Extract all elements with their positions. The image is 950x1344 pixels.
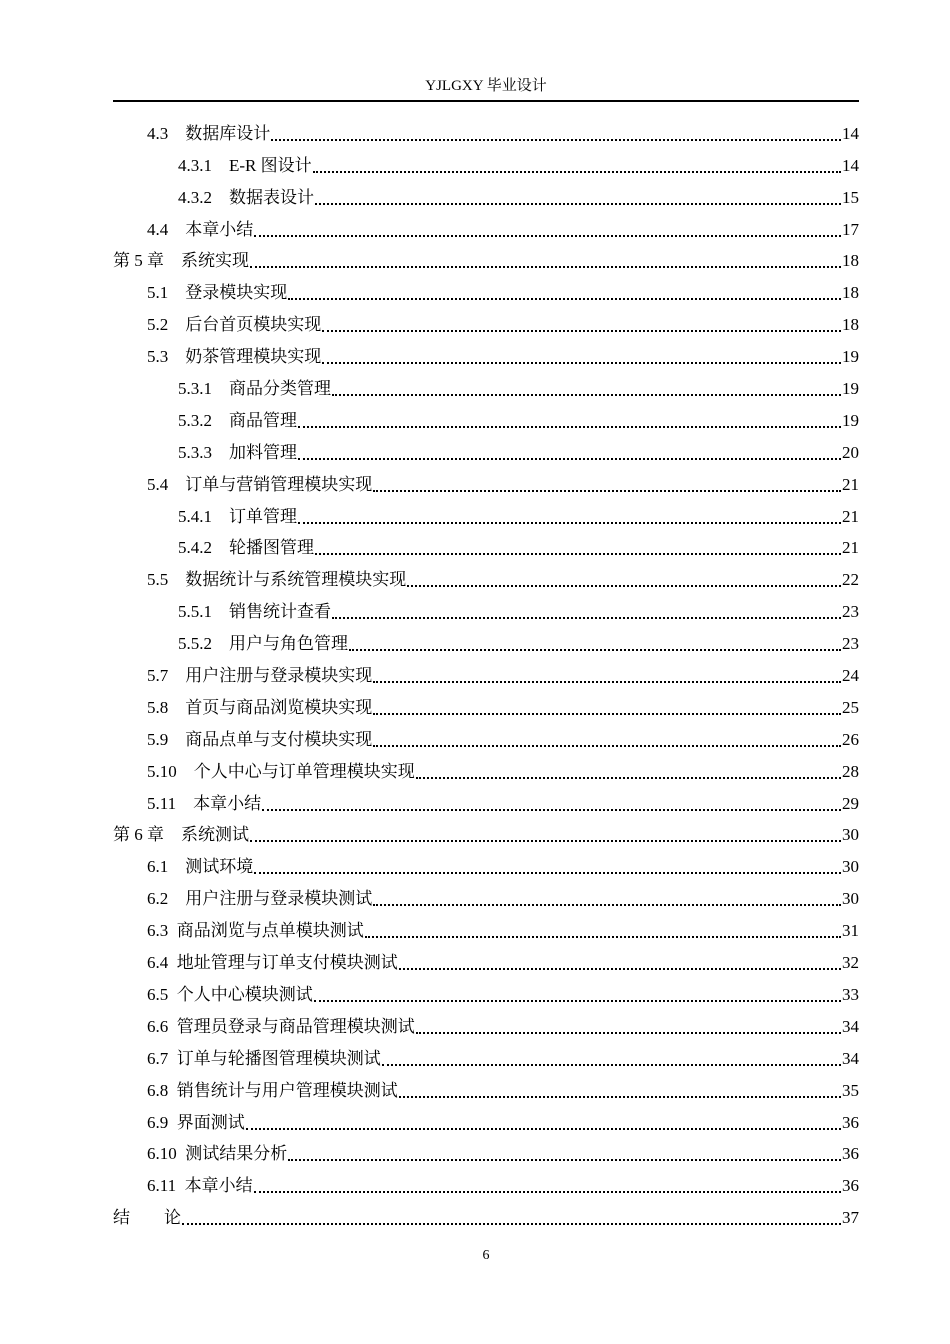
toc-dot-leader [373,661,841,683]
toc-dot-leader [373,884,841,906]
toc-dot-leader [298,406,841,428]
toc-entry-title: 订单与轮播图管理模块测试 [176,1048,381,1068]
toc-dot-leader [314,980,841,1002]
toc-entry-spacer [168,1113,177,1133]
toc-entry-page: 19 [842,379,859,399]
toc-entry-spacer [212,156,229,176]
toc-entry-title: 论 [164,1208,181,1228]
toc-entry-page: 26 [842,729,859,749]
toc-entry-page: 31 [842,921,859,941]
toc-entry-label [147,342,321,371]
toc-entry-title: E-R 图设计 [229,155,312,175]
toc-entry-number: 4.4 [147,219,169,239]
toc-entry-page: 36 [842,1176,859,1196]
toc-entry-title: 销售统计与用户管理模块测试 [176,1080,398,1100]
toc-entry-spacer [212,634,229,654]
toc-entry-label [147,1108,245,1137]
toc-entry-page: 28 [842,761,859,781]
toc-entry-spacer [168,570,185,590]
toc-entry-title: 商品分类管理 [229,379,331,399]
toc-entry[interactable] [113,116,859,148]
toc-entry-label [147,916,364,945]
toc-entry-label [178,502,297,531]
toc-entry-label [147,1139,287,1168]
toc-entry-label [113,246,249,275]
toc-entry[interactable] [113,339,859,371]
toc-entry-title: 加料管理 [229,442,297,462]
toc-entry[interactable] [113,212,859,244]
toc-entry-title: 奶茶管理模块实现 [185,347,322,367]
toc-entry-label [147,980,313,1009]
toc-entry-label [178,597,331,626]
toc-entry-page: 29 [842,793,859,813]
toc-entry-title: 界面测试 [176,1112,245,1132]
toc-entry-label [147,884,372,913]
toc-entry-label [113,1203,181,1232]
toc-entry-number: 第 5 章 [113,251,164,271]
toc-entry[interactable] [113,1105,859,1137]
table-of-contents [113,116,859,1232]
toc-entry-title: 测试环境 [185,857,254,877]
toc-entry-number: 6.3 [147,921,169,941]
toc-entry[interactable] [113,1073,859,1105]
toc-dot-leader [322,310,841,332]
toc-dot-leader [365,916,841,938]
toc-dot-leader [246,1108,841,1130]
toc-entry-number: 6.7 [147,1048,169,1068]
toc-entry[interactable] [113,977,859,1009]
toc-entry-number: 第 6 章 [113,825,164,845]
toc-entry[interactable] [113,658,859,690]
toc-entry-page: 30 [842,825,859,845]
toc-entry-spacer [212,411,229,431]
toc-entry-page: 21 [842,538,859,558]
toc-entry-page: 18 [842,251,859,271]
toc-entry-number: 5.5 [147,570,169,590]
toc-entry-spacer [212,507,229,527]
toc-entry-number: 5.3.3 [178,442,212,462]
toc-entry[interactable] [113,1168,859,1200]
toc-entry-title: 轮播图管理 [229,538,314,558]
toc-entry[interactable] [113,818,859,850]
toc-entry-spacer [168,315,185,335]
toc-entry-spacer [168,475,185,495]
toc-entry-page: 36 [842,1144,859,1164]
toc-entry-spacer [168,347,185,367]
toc-entry-spacer [168,921,177,941]
toc-entry-title: 用户与角色管理 [229,634,348,654]
toc-entry[interactable] [113,722,859,754]
toc-dot-leader [254,1171,841,1193]
toc-entry[interactable] [113,499,859,531]
toc-entry-title: 首页与商品浏览模块实现 [185,697,373,717]
toc-dot-leader [416,1012,841,1034]
toc-entry-spacer [212,538,229,558]
toc-entry[interactable] [113,467,859,499]
toc-entry-label [147,948,398,977]
toc-entry-spacer [212,379,229,399]
toc-entry[interactable] [113,1041,859,1073]
toc-dot-leader [288,1139,841,1161]
toc-entry-page: 34 [842,1016,859,1036]
toc-entry-title: 销售统计查看 [229,602,331,622]
toc-entry-label [147,725,372,754]
toc-entry-spacer [212,188,229,208]
toc-entry[interactable] [113,307,859,339]
toc-entry[interactable] [113,562,859,594]
toc-entry[interactable] [113,594,859,626]
toc-entry-label [178,438,297,467]
toc-entry-spacer [164,825,181,845]
toc-entry-label [147,1044,381,1073]
toc-dot-leader [332,374,841,396]
toc-entry-title: 个人中心与订单管理模块实现 [193,761,415,781]
toc-entry-label [178,406,297,435]
toc-entry-number: 6.5 [147,984,169,1004]
toc-entry-number: 5.10 [147,761,177,781]
toc-entry-label [147,119,270,148]
toc-dot-leader [399,948,841,970]
toc-entry-title: 用户注册与登录模块测试 [185,889,373,909]
toc-entry[interactable] [113,1009,859,1041]
toc-entry-number: 5.8 [147,697,169,717]
toc-entry-label [147,661,372,690]
toc-entry-page: 35 [842,1080,859,1100]
toc-entry-page: 18 [842,283,859,303]
toc-entry-spacer [168,698,185,718]
toc-entry-page: 33 [842,984,859,1004]
toc-dot-leader [254,215,841,237]
toc-entry[interactable] [113,626,859,658]
toc-entry[interactable] [113,690,859,722]
toc-entry[interactable] [113,531,859,563]
toc-dot-leader [288,278,841,300]
toc-entry-title: 本章小结 [184,1176,253,1196]
toc-entry-label [147,757,415,786]
toc-entry-label [147,215,253,244]
toc-entry-page: 37 [842,1208,859,1228]
toc-entry-title: 地址管理与订单支付模块测试 [176,953,398,973]
toc-entry-number: 5.5.1 [178,602,212,622]
toc-entry-number: 5.3 [147,347,169,367]
toc-entry-label [147,693,372,722]
toc-entry-page: 24 [842,666,859,686]
toc-entry-page: 34 [842,1048,859,1068]
toc-entry-title: 商品管理 [229,410,297,430]
toc-entry-number: 6.9 [147,1112,169,1132]
toc-entry-page: 22 [842,570,859,590]
toc-entry-page: 21 [842,474,859,494]
toc-entry[interactable] [113,913,859,945]
toc-entry-page: 14 [842,155,859,175]
toc-entry-number: 5.3.2 [178,410,212,430]
toc-entry-title: 系统实现 [181,251,249,271]
toc-entry-title: 本章小结 [193,793,262,813]
toc-entry-number: 6.11 [147,1176,177,1196]
toc-entry[interactable] [113,786,859,818]
toc-entry[interactable] [113,435,859,467]
toc-dot-leader [373,693,841,715]
toc-entry-page: 19 [842,347,859,367]
toc-entry-page: 30 [842,857,859,877]
toc-entry-number: 6.2 [147,889,169,909]
toc-entry-label [147,1171,253,1200]
toc-entry-number: 6.1 [147,857,169,877]
toc-entry-title: 订单管理 [229,506,297,526]
toc-entry-spacer [168,889,185,909]
toc-entry-label [178,151,312,180]
toc-entry-title: 个人中心模块测试 [176,984,313,1004]
toc-entry-spacer [212,443,229,463]
toc-dot-leader [416,757,841,779]
toc-entry-spacer [168,953,177,973]
toc-dot-leader [250,820,841,842]
toc-entry[interactable] [113,849,859,881]
toc-dot-leader [271,119,841,141]
toc-entry-page: 20 [842,442,859,462]
toc-entry-title: 商品浏览与点单模块测试 [176,921,364,941]
toc-entry-spacer [168,666,185,686]
toc-entry-number: 6.8 [147,1080,169,1100]
toc-entry-number: 6.4 [147,953,169,973]
toc-entry-spacer [168,1081,177,1101]
toc-entry-title: 本章小结 [185,219,254,239]
toc-entry-label [178,629,348,658]
toc-entry-page: 23 [842,602,859,622]
toc-entry-label [147,789,261,818]
toc-dot-leader [373,470,841,492]
toc-dot-leader [407,565,841,587]
toc-entry-number: 5.5.2 [178,634,212,654]
toc-entry[interactable] [113,371,859,403]
toc-entry-spacer [177,762,194,782]
toc-entry-title: 系统测试 [181,825,249,845]
toc-entry-number: 5.1 [147,283,169,303]
toc-entry-label [147,278,287,307]
toc-entry-number: 4.3.2 [178,187,212,207]
toc-dot-leader [332,597,841,619]
toc-entry-number: 5.4.1 [178,506,212,526]
page-header: YJLGXY 毕业设计 [425,78,547,94]
toc-entry-page: 19 [842,410,859,430]
toc-dot-leader [313,151,841,173]
toc-entry-page: 23 [842,634,859,654]
toc-entry-page: 21 [842,506,859,526]
toc-entry-number: 4.3 [147,123,169,143]
toc-entry-label [178,183,314,212]
toc-dot-leader [382,1044,841,1066]
toc-entry-spacer [168,220,185,240]
toc-entry-spacer [176,1176,185,1196]
toc-entry-label [147,1076,398,1105]
toc-entry-label [147,1012,415,1041]
toc-entry-title: 管理员登录与商品管理模块测试 [176,1016,415,1036]
toc-entry-page: 36 [842,1112,859,1132]
toc-entry[interactable] [113,881,859,913]
toc-entry-page: 32 [842,953,859,973]
toc-entry-title: 用户注册与登录模块实现 [185,666,373,686]
toc-entry-title: 数据表设计 [229,187,314,207]
toc-entry-spacer [168,1049,177,1069]
toc-entry-title: 后台首页模块实现 [185,315,322,335]
toc-entry-spacer [168,124,185,144]
toc-entry-page: 30 [842,889,859,909]
toc-entry-page: 15 [842,187,859,207]
toc-entry-spacer [168,283,185,303]
toc-entry-number: 5.3.1 [178,379,212,399]
toc-entry[interactable] [113,1200,859,1232]
toc-entry[interactable] [113,1137,859,1169]
toc-dot-leader [399,1076,841,1098]
toc-dot-leader [298,502,841,524]
toc-entry-title: 订单与营销管理模块实现 [185,474,373,494]
toc-entry-page: 17 [842,219,859,239]
toc-entry-label [178,374,331,403]
toc-dot-leader [349,629,841,651]
page-number: 6 [482,1248,490,1263]
toc-entry-title: 测试结果分析 [185,1144,288,1164]
toc-entry-number: 5.11 [147,793,177,813]
toc-dot-leader [250,246,841,268]
toc-entry-number: 6.6 [147,1016,169,1036]
toc-entry[interactable] [113,945,859,977]
toc-entry-spacer [212,602,229,622]
toc-entry-spacer [168,1017,177,1037]
toc-entry[interactable] [113,754,859,786]
toc-entry-spacer [130,1208,164,1228]
toc-entry-number: 5.4.2 [178,538,212,558]
toc-entry-page: 14 [842,123,859,143]
toc-entry-label [147,565,406,594]
toc-entry-number: 5.9 [147,729,169,749]
toc-entry-spacer [168,985,177,1005]
toc-dot-leader [254,852,841,874]
toc-entry-label [147,310,321,339]
toc-entry-title: 商品点单与支付模块实现 [185,729,373,749]
toc-entry-spacer [168,730,185,750]
toc-entry-spacer [164,251,181,271]
toc-dot-leader [322,342,841,364]
toc-entry[interactable] [113,180,859,212]
toc-entry-number: 6.10 [147,1144,177,1164]
toc-entry-label [147,470,372,499]
toc-dot-leader [182,1203,841,1225]
toc-entry[interactable] [113,403,859,435]
toc-entry-label [147,852,253,881]
toc-dot-leader [315,183,841,205]
toc-dot-leader [315,533,841,555]
toc-dot-leader [298,438,841,460]
toc-entry[interactable] [113,148,859,180]
toc-entry-title: 数据统计与系统管理模块实现 [185,570,407,590]
toc-entry[interactable] [113,275,859,307]
toc-entry-number: 5.7 [147,666,169,686]
toc-entry-title: 登录模块实现 [185,283,288,303]
toc-dot-leader [373,725,841,747]
toc-entry-number: 4.3.1 [178,155,212,175]
toc-entry-spacer [176,794,193,814]
toc-entry-spacer [177,1144,186,1164]
header-divider [113,100,859,102]
toc-dot-leader [262,789,841,811]
toc-entry-label [178,533,314,562]
toc-entry[interactable] [113,244,859,276]
toc-entry-page: 18 [842,315,859,335]
toc-entry-page: 25 [842,697,859,717]
toc-entry-title: 数据库设计 [185,123,271,143]
toc-entry-number: 5.2 [147,315,169,335]
toc-entry-number: 5.4 [147,474,169,494]
toc-entry-spacer [168,857,185,877]
toc-entry-label [113,820,249,849]
toc-entry-number: 结 [113,1208,130,1228]
